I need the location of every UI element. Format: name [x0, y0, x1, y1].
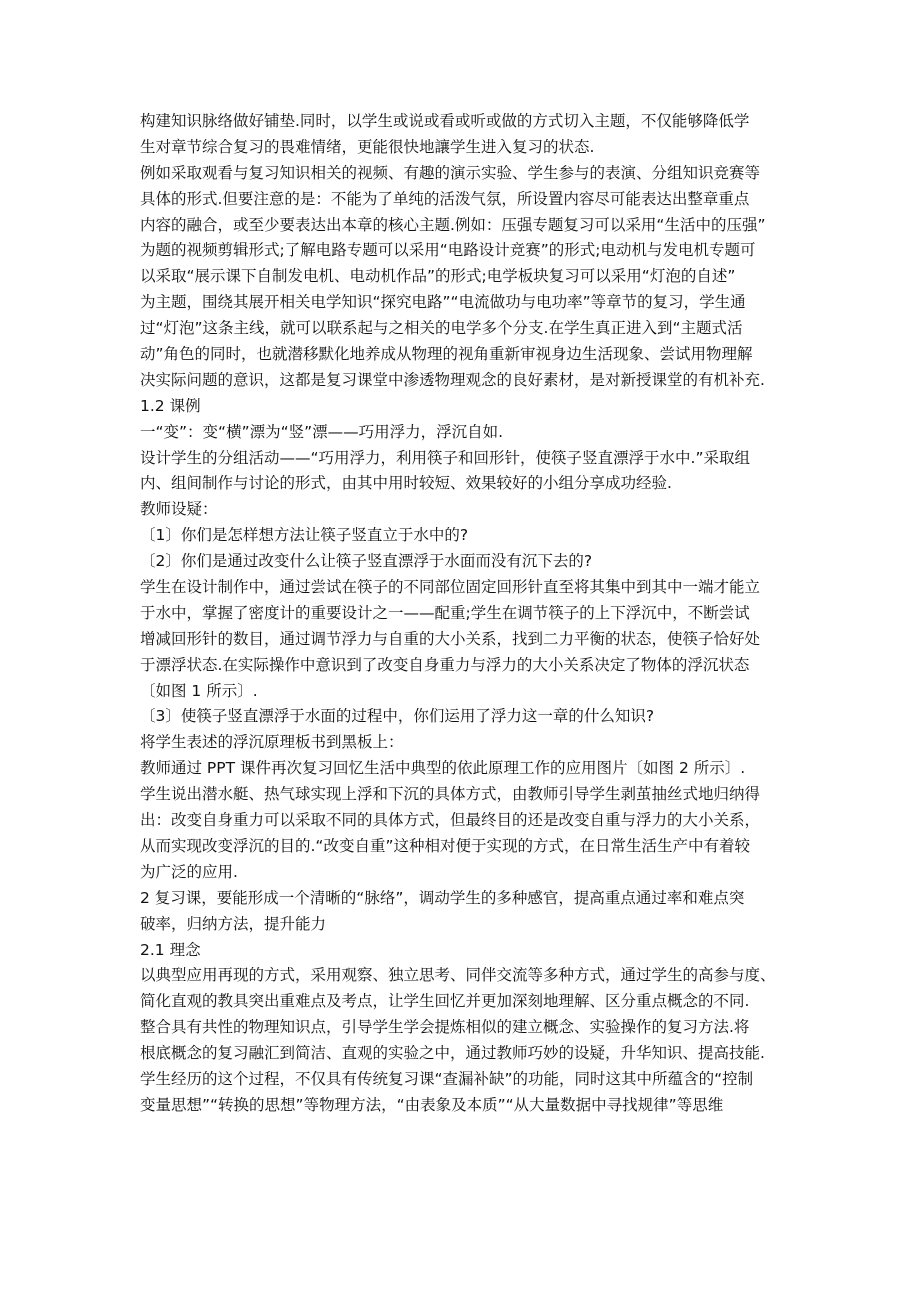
- paragraph-line: 增减回形针的数目，通过调节浮力与自重的大小关系，找到二力平衡的状态，使筷子恰好处: [140, 629, 761, 648]
- paragraph-line: 以典型应用再现的方式，采用观察、独立思考、同伴交流等多种方式，通过学生的高参与度、: [140, 966, 776, 985]
- paragraph-line: 为广泛的应用.: [140, 862, 238, 881]
- paragraph-line: 生对章节综合复习的畏难情绪，更能很快地讓学生进入复习的状态.: [140, 137, 595, 156]
- paragraph-line: 学生经历的这个过程，不仅具有传统复习课“查漏补缺”的功能，同时这其中所蕴含的“控制: [140, 1069, 754, 1088]
- paragraph-line: 学生说出潜水艇、热气球实现上浮和下沉的具体方式，由教师引导学生剥茧抽丝式地归纳得: [140, 785, 761, 804]
- question-line: 〔2〕你们是通过改变什么让筷子竖直漂浮于水面而没有沉下去的?: [140, 552, 593, 571]
- paragraph-line: 内、组间制作与讨论的形式，由其中用时较短、效果较好的小组分享成功经验.: [140, 474, 672, 493]
- paragraph-line: 以采取“展示课下自制发电机、电动机作品”的形式;电学板块复习可以采用“灯泡的自述”: [140, 267, 736, 286]
- paragraph-line: 根底概念的复习融汇到简洁、直观的实验之中，通过教师巧妙的设疑，升华知识、提高技能.: [140, 1044, 765, 1063]
- paragraph-line: 具体的形式.但要注意的是：不能为了单纯的活泼气氛，所设置内容尽可能表达出整章重点: [140, 189, 750, 208]
- section-heading-2: 2 复习课，要能形成一个清晰的“脉络”，调动学生的多种感官，提高重点通过率和难点突: [140, 888, 745, 907]
- paragraph-line: 教师设疑：: [140, 500, 218, 519]
- question-line: 〔1〕你们是怎样想方法让筷子竖直立于水中的?: [140, 526, 469, 545]
- paragraph-line: 决实际问题的意识，这都是复习课堂中渗透物理观念的良好素材，是对新授课堂的有机补充.: [140, 370, 765, 389]
- paragraph-line: 内容的融合，或至少要表达出本章的核心主题.例如：压强专题复习可以采用“生活中的压强”: [140, 215, 766, 234]
- section-heading-2-1: 2.1 理念: [140, 940, 201, 959]
- paragraph-line: 简化直观的教具突出重难点及考点，让学生回忆并更加深刻地理解、区分重点概念的不同.: [140, 992, 750, 1011]
- paragraph-line: 教师通过 PPT 课件再次复习回忆生活中典型的依此原理工作的应用图片〔如图 2 所示〕.: [140, 759, 746, 778]
- paragraph-line: 从而实现改变浮沉的目的.“改变自重”这种相对便于实现的方式，在日常生活生产中有着较: [140, 836, 750, 855]
- paragraph-line: 〔如图 1 所示〕.: [140, 681, 258, 700]
- paragraph-line: 于水中，掌握了密度计的重要设计之一——配重;学生在调节筷子的上下浮沉中，不断尝试: [140, 603, 750, 622]
- paragraph-line: 设计学生的分组活动——“巧用浮力，利用筷子和回形针，使筷子竖直漂浮于水中.”采取组: [140, 448, 750, 467]
- paragraph-line: 学生在设计制作中，通过尝试在筷子的不同部位固定回形针直至将其集中到其中一端才能立: [140, 578, 761, 597]
- section-heading-1-2: 1.2 课例: [140, 396, 201, 415]
- paragraph-line: 构建知识脉络做好铺垫.同时，以学生或说或看或听或做的方式切入主题，不仅能够降低学: [140, 112, 750, 130]
- paragraph-line: 变量思想”“转换的思想”等物理方法，“由表象及本质”“从大量数据中寻找规律”等思维: [140, 1095, 724, 1114]
- paragraph-line: 动”角色的同时，也就潜移默化地养成从物理的视角重新审视身边生活现象、尝试用物理解: [140, 345, 753, 364]
- paragraph-line: 于漂浮状态.在实际操作中意识到了改变自身重力与浮力的大小关系决定了物体的浮沉状态: [140, 655, 750, 674]
- paragraph-line: 过“灯泡”这条主线，就可以联系起与之相关的电学多个分支.在学生真正进入到“主题式活: [140, 319, 743, 338]
- paragraph-line: 将学生表述的浮沉原理板书到黑板上：: [140, 733, 404, 752]
- paragraph-line: 一“变”：变“横”漂为“竖”漂——巧用浮力，浮沉自如.: [140, 422, 504, 441]
- paragraph-line: 出：改变自身重力可以采取不同的具体方式，但最终目的还是改变自重与浮力的大小关系，: [140, 811, 761, 830]
- paragraph-line: 为题的视频剪辑形式;了解电路专题可以采用“电路设计竞赛”的形式;电动机与发电机专题可: [140, 241, 756, 260]
- question-line: 〔3〕使筷子竖直漂浮于水面的过程中，你们运用了浮力这一章的什么知识?: [140, 707, 655, 726]
- paragraph-line: 整合具有共性的物理知识点，引导学生学会提炼相似的建立概念、实验操作的复习方法.将: [140, 1018, 750, 1037]
- paragraph-line: 例如采取观看与复习知识相关的视频、有趣的演示实验、学生参与的表演、分组知识竞赛等: [140, 163, 761, 182]
- paragraph-line: 为主题，围绕其展开相关电学知识“探究电路”“电流做功与电功率”等章节的复习，学生通: [140, 293, 746, 312]
- section-heading-2-cont: 破率，归纳方法，提升能力: [140, 914, 327, 933]
